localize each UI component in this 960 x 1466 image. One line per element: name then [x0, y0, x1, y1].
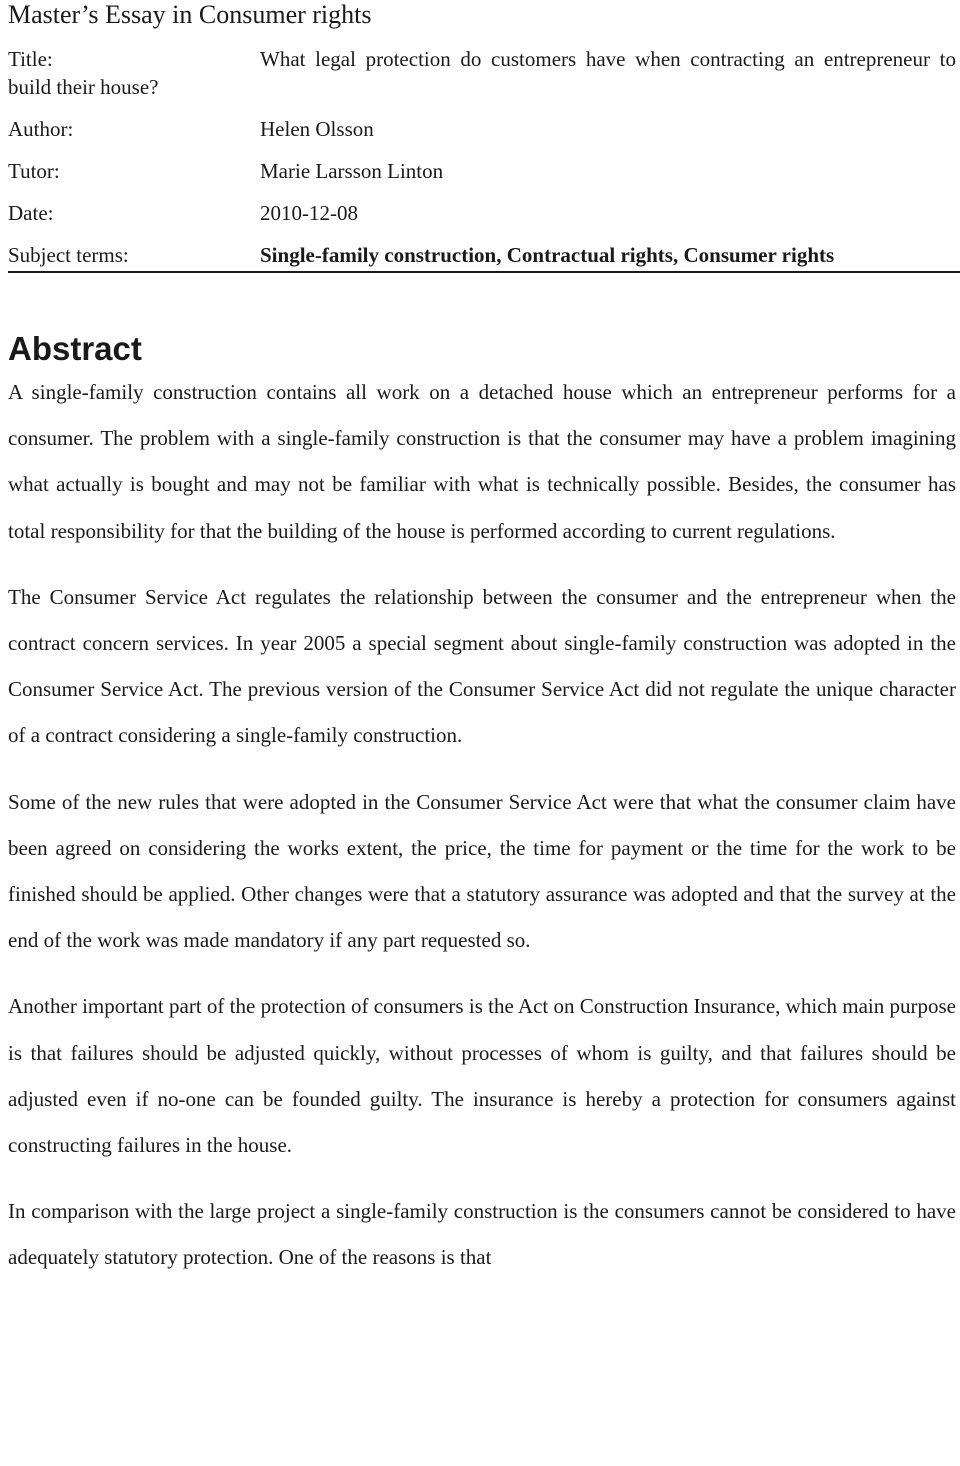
meta-tutor-label: Tutor:	[8, 159, 60, 183]
meta-date-row	[8, 199, 956, 227]
abstract-paragraph-5: In comparison with the large project a single-family construction is the consumers cannot be considered to have adequately statutory protection. One of the reasons is that	[8, 1199, 956, 1270]
document-header: Master’s Essay in Consumer rights	[8, 0, 372, 29]
meta-subject-label: Subject terms:	[8, 243, 129, 267]
abstract-heading: Abstract	[8, 330, 142, 367]
meta-title-row	[8, 45, 956, 101]
meta-tutor-value: Marie Larsson Linton	[260, 159, 444, 183]
meta-tutor-row	[8, 157, 956, 185]
abstract-paragraph-2: The Consumer Service Act regulates the relationship between the consumer and the entrepreneur when the contract concern services. In year 2005 a special segment about single-family construction was adopted in the Consumer Service Act. The previous version of the Consumer Service Act did not regulate the unique character of a contract considering a single-family construction.	[8, 584, 956, 748]
document-page	[8, 0, 956, 1281]
meta-title-value: What legal protection do customers have when contracting an entrepreneur to build their house?	[8, 47, 956, 99]
header-divider	[8, 271, 960, 273]
meta-title-label: Title:	[8, 47, 53, 71]
meta-subject-value: Single-family construction, Contractual rights, Consumer rights	[260, 243, 835, 267]
abstract-paragraph-4: Another important part of the protection of consumers is the Act on Construction Insurance, which main purpose is that failures should be adjusted quickly, without processes of whom is guilty, and that failures should be adjusted even if no-one can be founded guilty. The insurance is hereby a protection for consumers against constructing failures in the house.	[8, 994, 956, 1158]
meta-author-label: Author:	[8, 117, 74, 141]
meta-author-row	[8, 115, 956, 143]
metadata-block	[8, 45, 956, 269]
meta-author-value: Helen Olsson	[260, 117, 374, 141]
abstract-paragraph-1: A single-family construction contains all work on a detached house which an entrepreneur performs for a consumer. The problem with a single-family construction is that the consumer may have a problem imagining what actually is bought and may not be familiar with what is technically possible. Besides, the consumer has total responsibility for that the building of the house is performed according to current regulations.	[8, 380, 956, 543]
meta-date-label: Date:	[8, 201, 54, 225]
abstract-paragraph-3: Some of the new rules that were adopted in the Consumer Service Act were that what the consumer claim have been agreed on considering the works extent, the price, the time for payment or the time for the work to be finished should be applied. Other changes were that a statutory assurance was adopted and that the survey at the end of the work was made mandatory if any part requested so.	[8, 789, 956, 953]
meta-subject-row	[8, 241, 956, 269]
meta-date-value: 2010-12-08	[260, 201, 358, 225]
